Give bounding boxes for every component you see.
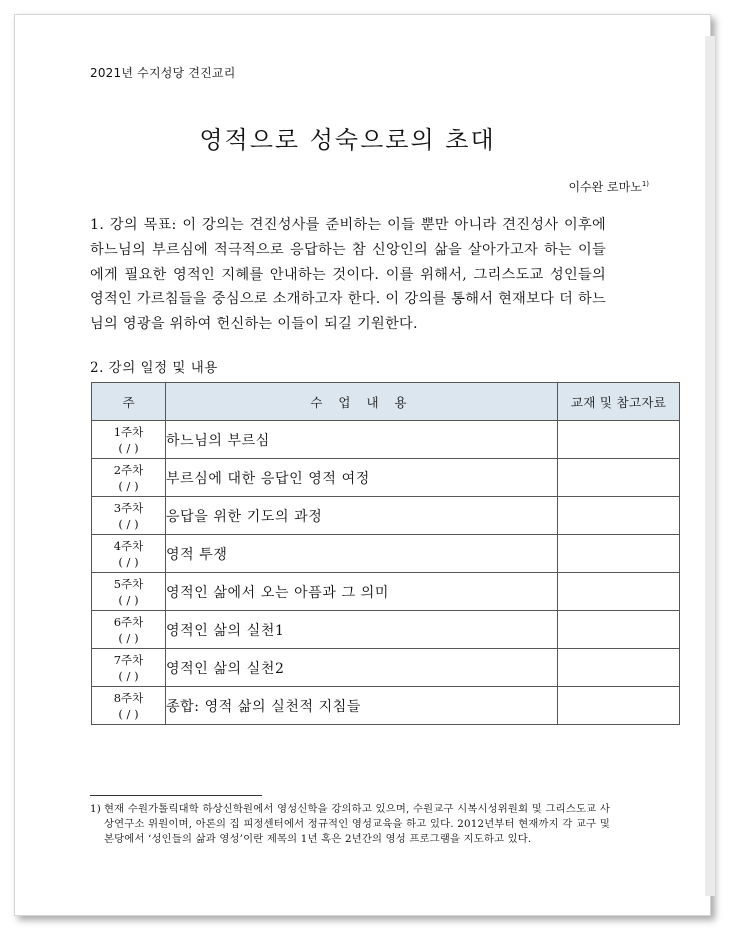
week-cell	[92, 649, 166, 687]
week-label: 7주차	[113, 652, 144, 667]
table-header-row	[92, 383, 680, 421]
table-row	[92, 497, 680, 535]
week-label: 3주차	[113, 500, 144, 515]
week-cell	[92, 687, 166, 725]
reference-cell	[558, 497, 680, 535]
schedule-table	[91, 382, 680, 725]
table-row	[92, 535, 680, 573]
reference-cell	[558, 611, 680, 649]
footnote-number: 1)	[90, 803, 101, 815]
week-cell	[92, 535, 166, 573]
week-date: ( / )	[118, 630, 139, 645]
content-cell: 영적인 삶에서 오는 아픔과 그 의미	[166, 573, 558, 611]
week-label: 8주차	[113, 690, 144, 705]
table-row	[92, 611, 680, 649]
content-cell: 하느님의 부르심	[166, 421, 558, 459]
column-header-reference: 교재 및 참고자료	[558, 383, 680, 421]
header-note: 2021년 수지성당 견진교리	[90, 66, 236, 80]
week-label: 6주차	[113, 614, 144, 629]
table-row	[92, 649, 680, 687]
footnote-divider	[90, 795, 262, 796]
table-row	[92, 573, 680, 611]
reference-cell	[558, 535, 680, 573]
reference-cell	[558, 421, 680, 459]
table-row	[92, 459, 680, 497]
reference-cell	[558, 573, 680, 611]
week-label: 2주차	[113, 462, 144, 477]
week-date: ( / )	[118, 554, 139, 569]
content-cell: 응답을 위한 기도의 과정	[166, 497, 558, 535]
document-title: 영적으로 성숙으로의 초대	[199, 126, 496, 154]
author-footnote-mark: 1)	[641, 180, 649, 188]
table-row	[92, 421, 680, 459]
schedule-heading: 2. 강의 일정 및 내용	[90, 360, 218, 376]
reference-cell	[558, 687, 680, 725]
content-cell: 종합: 영적 삶의 실천적 지침들	[166, 687, 558, 725]
page-edge-bar	[705, 36, 715, 896]
content-cell: 영적인 삶의 실천2	[166, 649, 558, 687]
footnote	[90, 802, 610, 847]
content-cell: 영적인 삶의 실천1	[166, 611, 558, 649]
week-label: 5주차	[113, 576, 144, 591]
week-label: 1주차	[113, 424, 144, 439]
week-date: ( / )	[118, 478, 139, 493]
column-header-week: 주	[92, 383, 166, 421]
week-cell	[92, 611, 166, 649]
reference-cell	[558, 459, 680, 497]
week-label: 4주차	[113, 538, 144, 553]
reference-cell	[558, 649, 680, 687]
week-date: ( / )	[118, 592, 139, 607]
footnote-text: 현재 수원가톨릭대학 하상신학원에서 영성신학을 강의하고 있으며, 수원교구 시복시성위원회 및 그리스도교 사상연구소 위원이며, 아론의 집 피정센터에서 정규적인 영성교육을 하고 있다. 2012년부터 현재까지 각 교구 및 본당에서 ‘성인들의 삶과 영성’이란 제목의 1년 혹은 2년간의 영성 프로그램을 지도하고 있다.	[104, 803, 610, 845]
week-cell	[92, 573, 166, 611]
week-cell	[92, 421, 166, 459]
author-line	[568, 178, 649, 195]
week-cell	[92, 497, 166, 535]
column-header-content: 수 업 내 용	[166, 383, 558, 421]
week-cell	[92, 459, 166, 497]
week-date: ( / )	[118, 668, 139, 683]
week-date: ( / )	[118, 706, 139, 721]
author-name: 이수완 로마노	[568, 180, 642, 194]
table-row	[92, 687, 680, 725]
course-purpose-paragraph: 1. 강의 목표: 이 강의는 견진성사를 준비하는 이들 뿐만 아니라 견진성사 이후에 하느님의 부르심에 적극적으로 응답하는 참 신앙인의 삶을 살아가고자 하는 이들에게 필요한 영적인 지혜를 안내하는 것이다. 이를 위해서, 그리스도교 성인들의 영적인 가르침들을 중심으로 소개하고자 한다. 이 강의를 통해서 현재보다 더 하느님의 영광을 위하여 헌신하는 이들이 되길 기원한다.	[90, 217, 606, 333]
week-date: ( / )	[118, 440, 139, 455]
content-cell: 영적 투쟁	[166, 535, 558, 573]
week-date: ( / )	[118, 516, 139, 531]
content-cell: 부르심에 대한 응답인 영적 여정	[166, 459, 558, 497]
